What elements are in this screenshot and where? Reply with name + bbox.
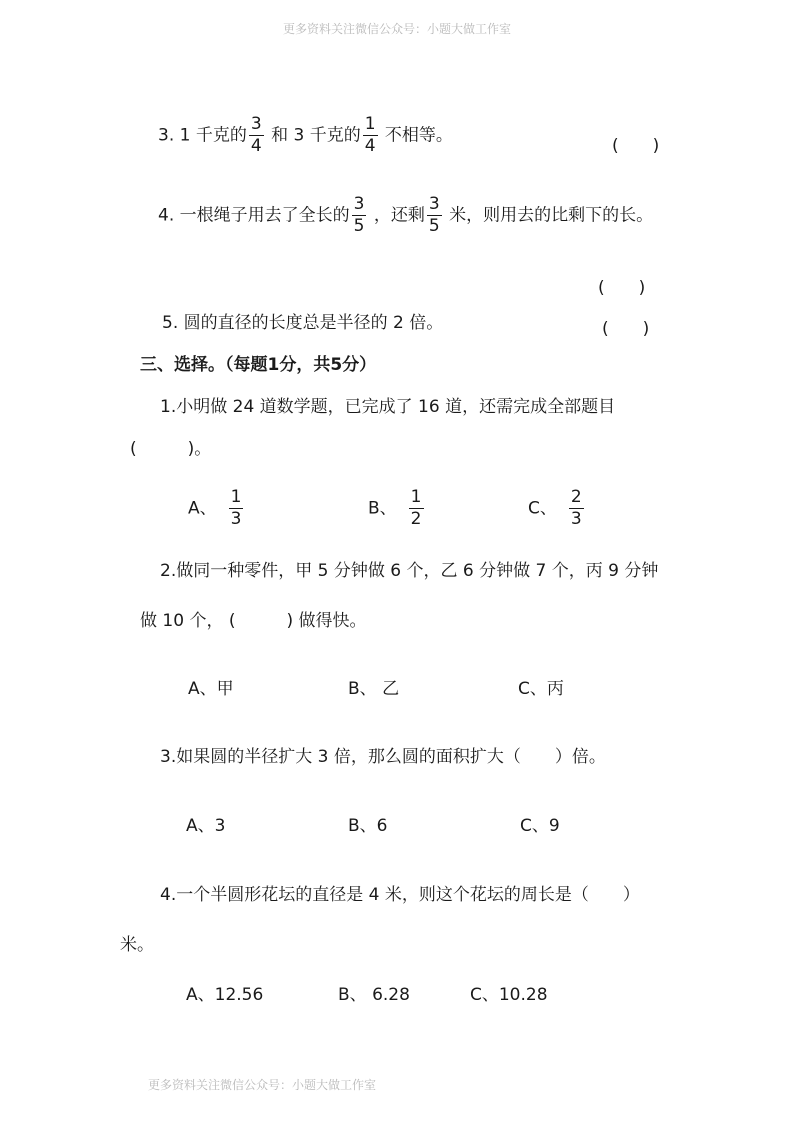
option-c[interactable] [528,489,586,528]
numerator: 2 [570,487,582,507]
fraction [409,489,424,528]
denominator: 3 [230,509,242,530]
choice-question-1-line1: 1.小明做 24 道数学题，已完成了 16 道，还需完成全部题目 [160,397,616,417]
numerator: 3 [250,114,262,134]
fraction [229,489,244,528]
choice-question-2-line2: 做 10 个， ( ) 做得快。 [140,611,367,631]
answer-parentheses[interactable]: ( ) [598,278,646,298]
page-header-watermark: 更多资料关注微信公众号：小题大做工作室 [282,22,511,36]
option-b[interactable]: B、 乙 [348,679,400,699]
page-footer-watermark: 更多资料关注微信公众号：小题大做工作室 [148,1078,377,1092]
option-label: A、 [188,498,217,519]
option-b[interactable]: B、6 [348,816,388,836]
option-c[interactable]: C、10.28 [470,985,548,1005]
choice-question-2-line1: 2.做同一种零件，甲 5 分钟做 6 个，乙 6 分钟做 7 个，丙 9 分钟 [160,561,659,581]
judge-question-4 [158,196,653,235]
judge-question-5: 5. 圆的直径的长度总是半径的 2 倍。 [162,313,444,333]
option-a[interactable]: A、3 [186,816,226,836]
fraction [352,196,367,235]
option-a[interactable]: A、甲 [188,679,234,699]
question-text: 米，则用去的比剩下的长。 [443,205,654,226]
fraction [249,116,264,155]
choice-question-1-line2[interactable]: ( )。 [130,439,212,459]
fraction [363,116,378,155]
numerator: 3 [428,194,440,214]
question-text: 4. 一根绳子用去了全长的 [158,205,350,226]
question-text: 和 3 千克的 [265,125,361,146]
question-text: ，还剩 [368,205,425,226]
option-b[interactable]: B、 6.28 [338,985,410,1005]
denominator: 4 [364,136,376,157]
fraction [427,196,442,235]
choice-question-4-line1: 4.一个半圆形花坛的直径是 4 米，则这个花坛的周长是（ ） [160,885,640,905]
option-label: C、 [528,498,557,519]
choice-question-4-line2: 米。 [120,935,154,955]
denominator: 5 [428,216,440,237]
fraction [569,489,584,528]
question-text: 3. 1 千克的 [158,125,247,146]
denominator: 2 [410,509,422,530]
choice-question-3-line1: 3.如果圆的半径扩大 3 倍，那么圆的面积扩大（ ）倍。 [160,747,606,767]
section-title: 三、选择。（每题1分，共5分） [140,355,377,375]
numerator: 3 [353,194,365,214]
option-a[interactable] [188,489,245,528]
option-c[interactable]: C、9 [520,816,560,836]
numerator: 1 [364,114,376,134]
denominator: 5 [353,216,365,237]
denominator: 3 [570,509,582,530]
denominator: 4 [250,136,262,157]
answer-parentheses[interactable]: ( ) [602,319,650,339]
option-b[interactable] [368,489,426,528]
option-label: B、 [368,498,397,519]
option-a[interactable]: A、12.56 [186,985,264,1005]
numerator: 1 [410,487,422,507]
judge-question-3 [158,116,453,155]
numerator: 1 [230,487,242,507]
answer-parentheses[interactable]: ( ) [612,136,660,156]
question-text: 不相等。 [379,125,453,146]
option-c[interactable]: C、丙 [518,679,564,699]
